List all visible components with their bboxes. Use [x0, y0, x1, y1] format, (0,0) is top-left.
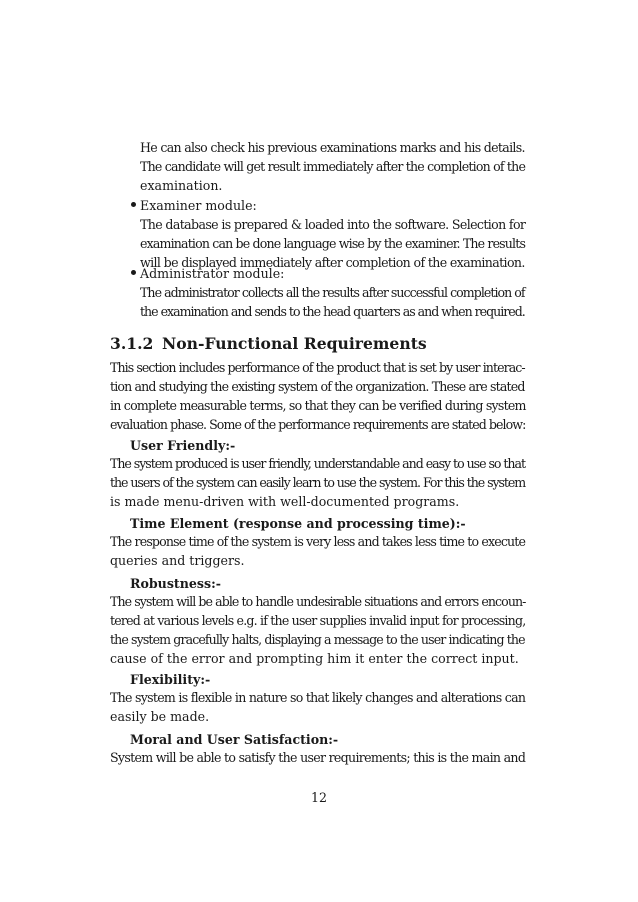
text-line: This section includes performance of the product that is set by user interac-	[110, 360, 525, 375]
section-number: 3.1.2	[110, 334, 154, 353]
requirement-heading: Robustness:-	[130, 576, 221, 591]
bullet-title: Examiner module:	[140, 198, 257, 213]
bullet-text	[140, 264, 525, 321]
bullet-icon	[131, 270, 136, 275]
section-intro	[110, 358, 525, 434]
text-line: examination can be done language wise by the examiner. The results	[140, 236, 526, 252]
text-line: cause of the error and prompting him it enter the correct input.	[110, 651, 519, 667]
text-line: the examination and sends to the head quarters as and when required.	[140, 304, 525, 320]
text-line: He can also check his previous examinations marks and his details.	[140, 140, 525, 155]
text-line: The candidate will get result immediately after the completion of the	[140, 159, 526, 175]
requirement-body	[110, 748, 525, 767]
requirement-heading: User Friendly:-	[130, 438, 236, 453]
requirement-heading: Moral and User Satisfaction:-	[130, 732, 339, 747]
section-title: Non-Functional Requirements	[162, 334, 427, 353]
requirement-body	[110, 532, 525, 570]
text-line: evaluation phase. Some of the performance requirements are stated below:	[110, 417, 526, 433]
text-line: The system will be able to handle undesirable situations and errors encoun-	[110, 594, 526, 609]
requirement-body	[110, 454, 525, 511]
text-line: System will be able to satisfy the user requirements; this is the main and	[110, 750, 526, 765]
requirement-heading: Time Element (response and processing time):-	[130, 516, 466, 531]
requirement-heading: Flexibility:-	[130, 672, 211, 687]
text-line: easily be made.	[110, 709, 210, 725]
text-line: The response time of the system is very less and takes less time to execute	[110, 534, 526, 549]
text-line: The database is prepared & loaded into the software. Selection for	[140, 217, 526, 233]
text-line: tered at various levels e.g. if the user supplies invalid input for processing,	[110, 613, 526, 629]
text-line: The administrator collects all the results after successful completion of	[140, 285, 525, 301]
text-line: The system produced is user friendly, understandable and easy to use so that	[110, 456, 525, 471]
text-line: queries and triggers.	[110, 553, 245, 569]
text-line: is made menu-driven with well-documented programs.	[110, 494, 460, 510]
requirement-body	[110, 688, 525, 726]
continuation-paragraph	[140, 138, 525, 195]
text-line: the users of the system can easily learn to use the system. For this the system	[110, 475, 526, 491]
text-line: examination.	[140, 178, 223, 194]
text-line: the system gracefully halts, displaying a message to the user indicating the	[110, 632, 525, 648]
text-line: tion and studying the existing system of the organization. These are stated	[110, 379, 525, 395]
text-line: will be displayed immediately after completion of the examination.	[140, 255, 525, 271]
bullet-text	[140, 196, 525, 272]
bullet-icon	[131, 202, 136, 207]
bullet-title: Administrator module:	[140, 266, 285, 281]
section-heading	[110, 334, 525, 354]
text-line: The system is flexible in nature so that likely changes and alterations can	[110, 690, 526, 705]
requirement-body	[110, 592, 525, 668]
text-line: in complete measurable terms, so that they can be verified during system	[110, 398, 526, 414]
page-number: 12	[310, 790, 328, 805]
